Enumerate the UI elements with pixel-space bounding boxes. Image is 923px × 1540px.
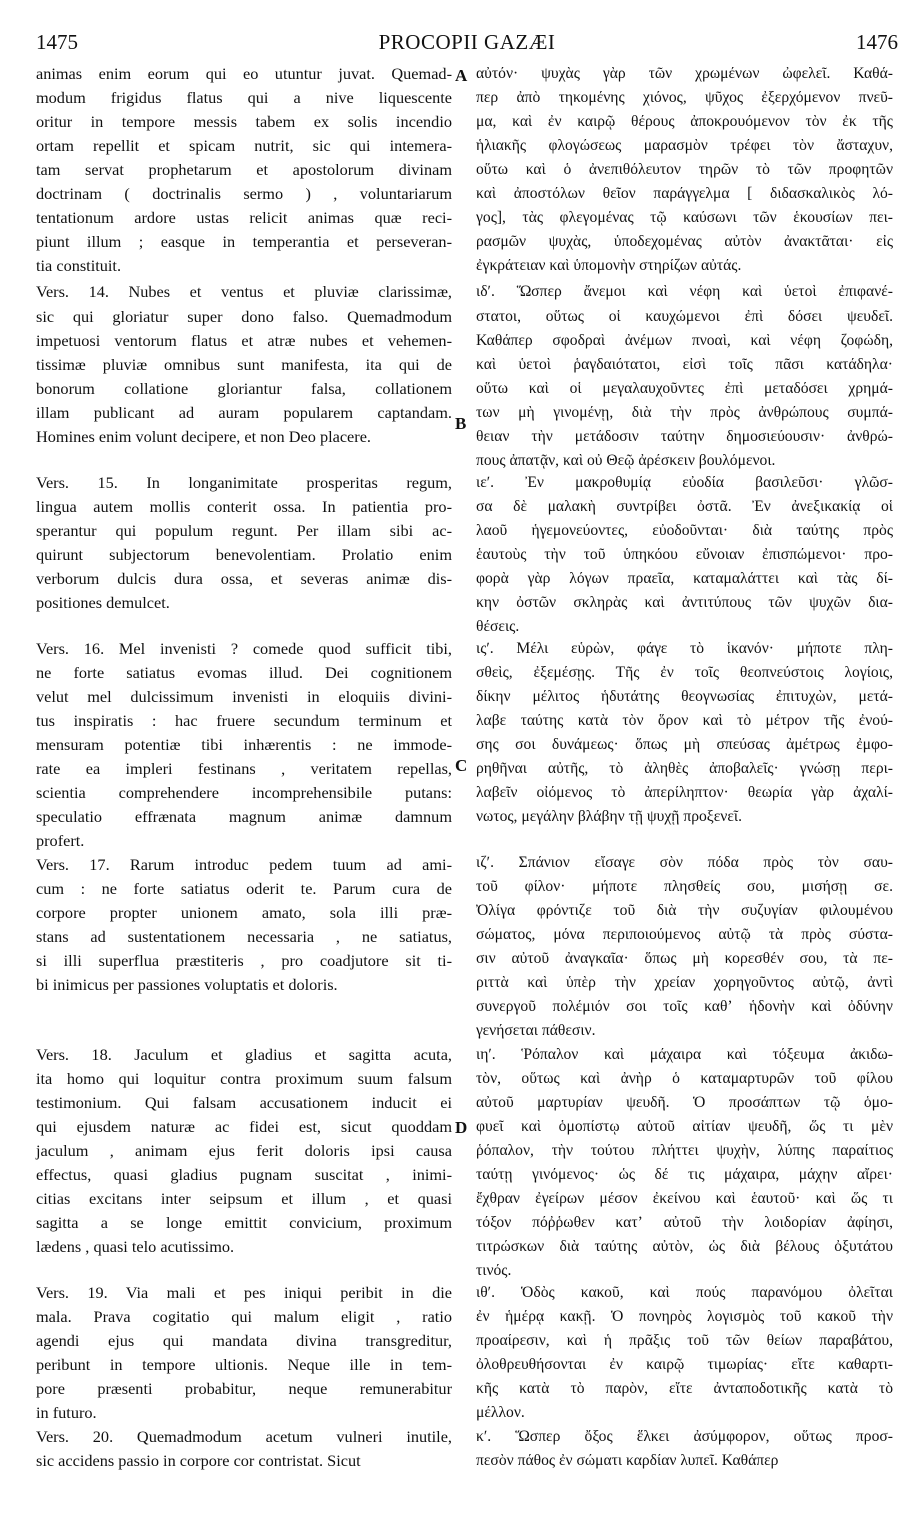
greek-text-line: περ ἀπὸ τηκομένης χιόνος, ψῦχος ἐξερχόμενον πνεῦ- <box>476 89 893 106</box>
column-marker-a: A <box>455 66 468 85</box>
latin-text-line: corpore propter unionem amato, sola illi præ- <box>36 903 452 922</box>
greek-text-line: σώματος, μόνα περιποιούμενος αὐτῷ τὰ πρὸς σύστα- <box>476 926 893 943</box>
latin-text-line: oritur in tempore messis tabem ex solis incendio <box>36 112 452 131</box>
greek-text-line: Καθάπερ σφοδραὶ ἀνέμων πνοαὶ, καὶ νέφη ζοφώδη, <box>476 332 893 349</box>
greek-text-line: ἡλιακῆς φλογώσεως μαρασμὸν τρέφει τὸν ἄσταχυν, <box>476 137 893 154</box>
latin-text-line: Vers. 15. In longanimitate prosperitas regum, <box>36 473 452 492</box>
running-title: PROCOPII GAZÆI <box>378 30 556 54</box>
latin-text-line: modum frigidus flatus qui a nive liquescente <box>36 88 452 107</box>
column-marker-c: C <box>455 756 468 775</box>
latin-text-line: Vers. 16. Mel invenisti ? comede quod sufficit tibi, <box>36 639 452 658</box>
greek-text-line: δίκην μέλιτος ἡδυτάτης θεογνωσίας ἐπιτυχὼν, μετά- <box>476 688 893 705</box>
greek-text-line: οὕτω καὶ οἱ μεγαλαυχοῦντες ἐπὶ μεταδόσει χρημά- <box>476 380 893 397</box>
greek-text-line: οὕτω καὶ ὁ ἀνεπιθόλευτον τηρῶν τὸ τῶν προφητῶν <box>476 161 893 178</box>
latin-text-line: sic qui gloriatur super dono falso. Quemadmodum <box>36 307 452 326</box>
greek-text-line: τόξον πόῤῥωθεν κατʼ αὐτοῦ τὴν λοιδορίαν ἀφίησι, <box>476 1214 893 1231</box>
latin-text-line: effectus, quasi gladius pugnam suscitat , inimi- <box>36 1165 452 1184</box>
greek-text-line: στατοι, οὕτως οἱ καυχώμενοι ἐπὶ δόσει ψευδεῖ. <box>476 308 893 325</box>
column-marker-b: B <box>455 414 467 433</box>
latin-text-line: in futuro. <box>36 1403 97 1422</box>
greek-text-line: κʹ. Ὥσπερ ὄξος ἕλκει ἀσύμφορον, οὕτως προσ- <box>476 1428 893 1445</box>
latin-text-line: Vers. 17. Rarum introduc pedem tuum ad ami- <box>36 855 452 874</box>
latin-text-line: bonorum collatione gloriantur falsa, collationem <box>36 379 452 398</box>
latin-text-line: jaculum , animam ejus ferit doloris ipsi causa <box>36 1141 452 1160</box>
greek-text-line: σιν αὐτοῦ ἀναγκαῖα· ὅπως μὴ κορεσθέν σου, τὰ πε- <box>476 950 893 967</box>
greek-text-line: θέσεις. <box>476 618 520 635</box>
latin-text-line: animas enim eorum qui eo utuntur juvat. Quemad- <box>36 64 452 83</box>
latin-text-line: ne forte satiatus evomas illud. Dei cognitionem <box>36 663 452 682</box>
latin-text-line: mensuram potentiæ tibi inhærentis : ne immode- <box>36 735 452 754</box>
greek-text-line: προαίρεσιν, καὶ ἡ πρᾶξις τοῦ τῶν θείων παραβάτου, <box>476 1332 893 1349</box>
column-marker-d: D <box>455 1118 468 1137</box>
latin-text-line: Homines enim volunt decipere, et non Deo placere. <box>36 427 372 446</box>
latin-text-line: positiones demulcet. <box>36 593 170 612</box>
greek-text-line: μέλλον. <box>476 1404 525 1421</box>
latin-text-line: mala. Prava cogitatio qui malum eligit , ratio <box>36 1307 452 1326</box>
greek-text-line: λαοῦ ἡγεμονεύοντες, εὐοδοῦνται· διὰ ταύτης πρὸς <box>476 522 893 539</box>
latin-text-line: ortam repellit et spicam nutrit, sic qui intemera- <box>36 136 452 155</box>
latin-text-line: Vers. 14. Nubes et ventus et pluviæ clarissimæ, <box>36 282 452 301</box>
latin-text-line: ita homo qui loquitur contra proximum suum falsum <box>36 1069 452 1088</box>
latin-text-line: sperantur qui populum regunt. Per illam sibi ac- <box>36 521 452 540</box>
latin-text-line: stans ad sustentationem necessaria , ne satiatus, <box>36 927 452 946</box>
latin-text-line: quirunt subjectorum benevolentiam. Prolatio enim <box>36 545 452 564</box>
latin-text-line: pore præsenti probabitur, neque remunerabitur <box>36 1379 452 1398</box>
latin-text-line: Vers. 20. Quemadmodum acetum vulneri inutile, <box>36 1427 452 1446</box>
greek-text-line: καὶ ὑετοὶ ῥαγδαιότατοι, εἰσὶ τοῖς πᾶσι κατάδηλα· <box>476 356 893 373</box>
greek-text-line: τοῦ φίλον· μήποτε πλησθείς σου, μισήσῃ σε. <box>476 878 893 895</box>
page-number-right: 1476 <box>856 30 898 54</box>
greek-text-line: ρηθῆναι αὐτῆς, τὸ ἀληθὲς ἀποβαλεῖς· γνώσῃ περι- <box>476 760 893 777</box>
latin-text-line: peribunt in tempore ultionis. Neque ille in tem- <box>36 1355 452 1374</box>
greek-text-line: πεσὸν πάθος ἐν σώματι καρδίαν λυπεῖ. Καθάπερ <box>476 1452 779 1469</box>
greek-text-line: ταύτῃ γινόμενος· ὡς δέ τις μάχαιρα, μάχην αἴρει· <box>476 1166 893 1183</box>
greek-text-line: κην ὀστῶν σκληρὰς καὶ ἀντιτύπους τῶν ψυχῶν δια- <box>476 594 893 611</box>
latin-text-line: lingua autem mollis conterit ossa. In patientia pro- <box>36 497 452 516</box>
greek-text-line: σης σοι δυνάμεως· ὅπως μὴ σπεύσας ἀμέτρως ἐμφο- <box>476 736 893 753</box>
greek-text-line: ιεʹ. Ἐν μακροθυμίᾳ εὐοδία βασιλεῦσι· γλῶσ- <box>476 474 893 491</box>
greek-text-line: ῥόπαλον, τὴν τούτου πλήττει ψυχὴν, λύπης παραίτιος <box>476 1142 893 1159</box>
latin-text-line: sagitta a se longe emittit convicium, proximum <box>36 1213 452 1232</box>
latin-text-line: tissimæ pluviæ omnibus sunt manifesta, ita qui de <box>36 355 452 374</box>
greek-text-line: σα δὲ μαλακὴ συντρίβει ὀστᾶ. Ἐν ἀνεξικακίᾳ οἱ <box>476 498 893 515</box>
latin-text-line: tam servat prophetarum et apostolorum divinam <box>36 160 452 179</box>
greek-text-line: ὀλοθρευθήσονται ἐν καιρῷ τιμωρίας· εἴτε καθαρτι- <box>476 1356 893 1373</box>
greek-text-line: καὶ ἀποστόλων θεῖον παράγγελμα [ διδασκαλικὸς λό- <box>476 185 893 202</box>
latin-text-line: si illi superflua præstiteris , pro coadjutore sit ti- <box>36 951 452 970</box>
latin-text-line: impetuosi ventorum flatus et atræ nubes et vehemen- <box>36 331 452 350</box>
latin-text-line: illam publicant ad auram popularem captandam. <box>36 403 452 422</box>
latin-text-line: lædens , quasi telo acutissimo. <box>36 1237 235 1256</box>
greek-text-line: κῆς κατὰ τὸ παρὸν, εἴτε ἀνταποδοτικῆς κατὰ τὸ <box>476 1380 893 1397</box>
greek-text-line: μα, καὶ ἐν καιρῷ θέρους ἀποκρουόμενον τὸν ἐκ τῆς <box>476 113 893 130</box>
latin-text-line: verborum dulcis dura ossa, et severas animæ dis- <box>36 569 452 588</box>
greek-text-line: των μὴ γινομένῃ, διὰ τὴν πρὸς ἀνθρώπους συμπά- <box>476 404 893 421</box>
greek-text-line: γενήσεται πάθεσιν. <box>476 1022 596 1039</box>
greek-text-line: τινός. <box>476 1262 512 1279</box>
latin-text-line: citias excitans inter seipsum et illum , et quasi <box>36 1189 452 1208</box>
latin-text-line: testimonium. Qui falsam accusationem inducit ei <box>36 1093 452 1112</box>
latin-text-line: sic accidens passio in corpore cor contristat. Sicut <box>36 1451 361 1470</box>
greek-text-line: νωτος, μεγάλην βλάβην τῇ ψυχῇ προξενεῖ. <box>476 808 742 825</box>
greek-text-line: ἐγκράτειαν καὶ ὑπομονὴν στηρίζων αὐτάς. <box>476 257 742 274</box>
greek-text-line: ριττὰ καὶ ὑπὲρ τὴν χρείαν χορηγοῦντος αὐτῷ, ἀντὶ <box>476 974 893 991</box>
greek-text-line: σθεὶς, ἐξεμέσῃς. Τῆς ἐν τοῖς θεοπνεύστοις λογίοις, <box>476 664 893 681</box>
greek-text-line: ιηʹ. Ῥόπαλον καὶ μάχαιρα καὶ τόξευμα ἀκιδω- <box>476 1046 893 1063</box>
greek-text-line: γος], τὰς φλεγομένας τῷ καύσωνι τῶν ἑκουσίων πει- <box>476 209 893 226</box>
latin-text-line: agendi ejus qui mandata divina transgreditur, <box>36 1331 452 1350</box>
latin-text-line: Vers. 19. Via mali et pes iniqui peribit in die <box>36 1283 452 1302</box>
greek-text-line: πους ἀπατᾷν, καὶ οὐ Θεῷ ἀρέσκειν βουλόμενοι. <box>476 452 776 469</box>
greek-text-line: ἔχθραν ἐγείρων μέσον ἐκείνου καὶ ἑαυτοῦ· καὶ ὥς τι <box>476 1190 893 1207</box>
greek-text-line: ιδʹ. Ὥσπερ ἄνεμοι καὶ νέφη καὶ ὑετοὶ ἐπιφανέ- <box>476 283 893 300</box>
greek-text-line: θειαν τὴν μετάδοσιν ταύτην δημοσιεύουσιν· ἀνθρώ- <box>476 428 893 445</box>
latin-text-line: velut mel dulcissimum invenisti in eloquiis divini- <box>36 687 452 706</box>
latin-text-line: Vers. 18. Jaculum et gladius et sagitta acuta, <box>36 1045 452 1064</box>
greek-text-line: τὸν, οὕτως καὶ ἀνὴρ ὁ καταμαρτυρῶν τοῦ φίλου <box>476 1070 893 1087</box>
latin-text-line: qui ejusdem naturæ ac fidei est, sicut quoddam <box>36 1117 452 1136</box>
greek-text-line: αὐτόν· ψυχὰς γὰρ τῶν χρωμένων ὠφελεῖ. Καθά- <box>476 65 893 82</box>
greek-text-line: ιςʹ. Μέλι εὑρὼν, φάγε τὸ ἱκανόν· μήποτε πλη- <box>476 640 893 657</box>
latin-text-line: speculatio effrænata magnum animæ damnum <box>36 807 452 826</box>
latin-text-line: scientia comprehendere incomprehensibile putans: <box>36 783 452 802</box>
latin-text-line: tus inspiratis : hac fruere secundum terminum et <box>36 711 452 730</box>
latin-text-line: tentationum ardore ustas relicit animas quæ reci- <box>36 208 452 227</box>
greek-text-line: Ὀλίγα φρόντιζε τοῦ διὰ τὴν συζυγίαν φιλουμένου <box>476 902 893 919</box>
greek-text-line: λαβε ταύτης κατὰ τὸν ὅρον καὶ τὸ μέτρον τῆς ἐνού- <box>476 712 893 729</box>
latin-text-line: rate ea impleri festinans , veritatem repellas, <box>36 759 452 778</box>
greek-text-line: αὐτοῦ μαρτυρίαν ψευδῆ. Ὁ προσάπτων τῷ ὁμο- <box>476 1094 893 1111</box>
latin-text-line: cum : ne forte satiatus oderit te. Parum cura de <box>36 879 452 898</box>
latin-text-line: tia constituit. <box>36 256 122 275</box>
latin-text-line: piunt illum ; easque in temperantia et perseveran- <box>36 232 452 251</box>
greek-text-line: ρασμῶν ψυχὰς, ὑποδεχομένας αὐτὸν ἀνακτᾶται· εἰς <box>476 233 893 250</box>
greek-text-line: ιζʹ. Σπάνιον εἴσαγε σὸν πόδα πρὸς τὸν σαυ- <box>476 854 893 871</box>
latin-text-line: doctrinam ( doctrinalis sermo ) , voluntariarum <box>36 184 452 203</box>
greek-text-line: ἐν ἡμέρᾳ κακῇ. Ὁ πονηρὸς λογισμὸς τοῦ κακοῦ τὴν <box>476 1308 893 1325</box>
page-header <box>36 30 898 60</box>
greek-text-line: συνεργοῦ πολέμιόν σοι τοῖς καθʼ ἡδονὴν καὶ ὀδύνην <box>476 998 893 1015</box>
latin-text-line: bi inimicus per passiones voluptatis et doloris. <box>36 975 338 994</box>
page-number-left: 1475 <box>36 30 78 54</box>
greek-text-line: ιθʹ. Ὁδὸς κακοῦ, καὶ πούς παρανόμου ὀλεῖται <box>476 1284 893 1301</box>
greek-text-line: φυεῖ καὶ ὁμοπίστῳ αὐτοῦ αἰτίαν ψευδῆ, ὥς τι μὲν <box>476 1118 893 1135</box>
greek-text-line: τιτρώσκων διὰ ταύτης αὐτὸν, ὡς διὰ βέλους ὀξυτάτου <box>476 1238 893 1255</box>
greek-text-line: φορὰ γὰρ λόγων πραεῖα, καταμαλάττει καὶ τὰς δί- <box>476 570 893 587</box>
latin-text-line: profert. <box>36 831 85 850</box>
greek-text-line: λαβεῖν οἰόμενος τὸ ἀπερίληπτον· θεωρία γὰρ ἀχαλί- <box>476 784 893 801</box>
greek-text-line: ἑαυτοὺς τὴν τοῦ ὑπηκόου εὔνοιαν ἐπισπώμενοι· προ- <box>476 546 893 563</box>
